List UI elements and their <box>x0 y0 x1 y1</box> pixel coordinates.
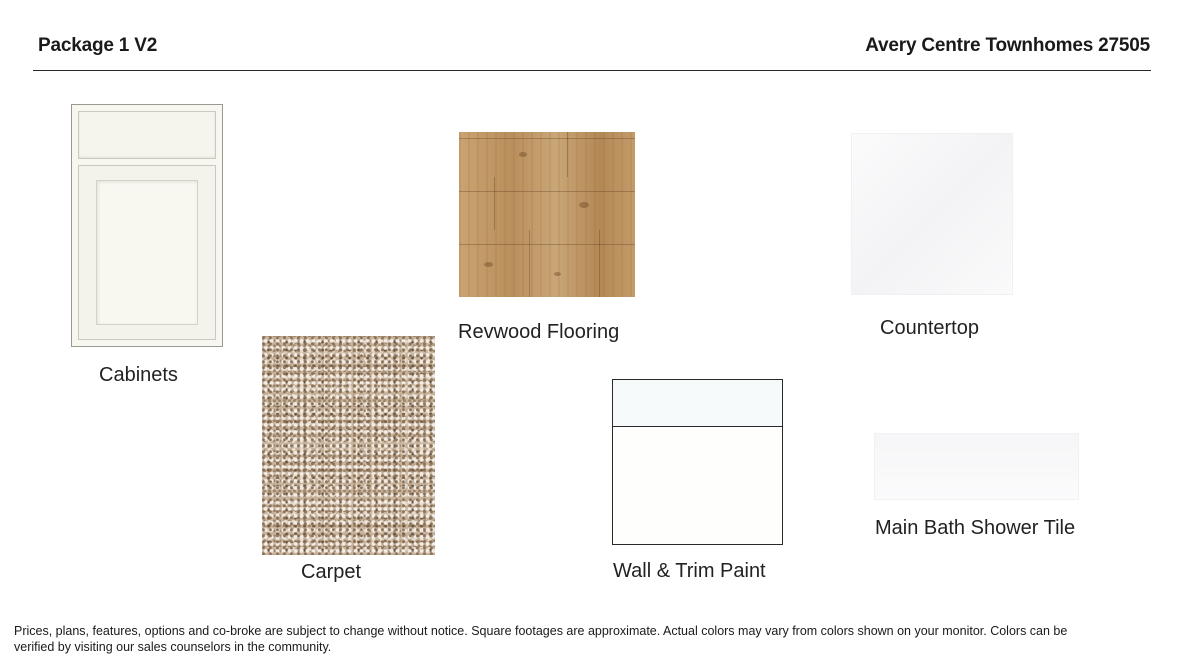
carpet-swatch <box>262 336 435 555</box>
countertop-swatch <box>851 133 1013 295</box>
disclaimer-text: Prices, plans, features, options and co-broke are subject to change without notice. Square footages are approximate. Actual colors may vary from colors shown on your monitor. Colors can be verified by visiting our sales counselors in the community. <box>14 624 1068 654</box>
countertop-label: Countertop <box>880 317 979 339</box>
plank-seam <box>567 132 568 177</box>
cabinet-drawer-front <box>78 111 216 159</box>
plank-seam <box>529 230 530 297</box>
flooring-swatch <box>459 132 635 297</box>
shower-tile-swatch <box>874 433 1079 500</box>
cabinets-swatch <box>71 104 223 347</box>
plank-seam <box>494 177 495 230</box>
trim-color-band <box>613 380 782 427</box>
carpet-label: Carpet <box>301 561 362 583</box>
package-title: Package 1 V2 <box>38 35 158 56</box>
wood-knot <box>484 262 493 267</box>
plank-seam <box>599 230 600 297</box>
wood-knot <box>519 152 527 157</box>
cabinet-door-panel <box>96 180 198 325</box>
cabinet-door-frame <box>78 165 216 340</box>
wood-knot <box>579 202 589 208</box>
paint-swatch <box>612 379 783 545</box>
cabinets-label: Cabinets <box>99 364 178 386</box>
community-title: Avery Centre Townhomes 27505 <box>865 35 1150 56</box>
flooring-label: Revwood Flooring <box>458 321 620 343</box>
header-divider <box>33 70 1151 71</box>
shower-tile-label: Main Bath Shower Tile <box>875 517 1076 539</box>
wood-knot <box>554 272 561 276</box>
paint-label: Wall & Trim Paint <box>613 560 766 582</box>
